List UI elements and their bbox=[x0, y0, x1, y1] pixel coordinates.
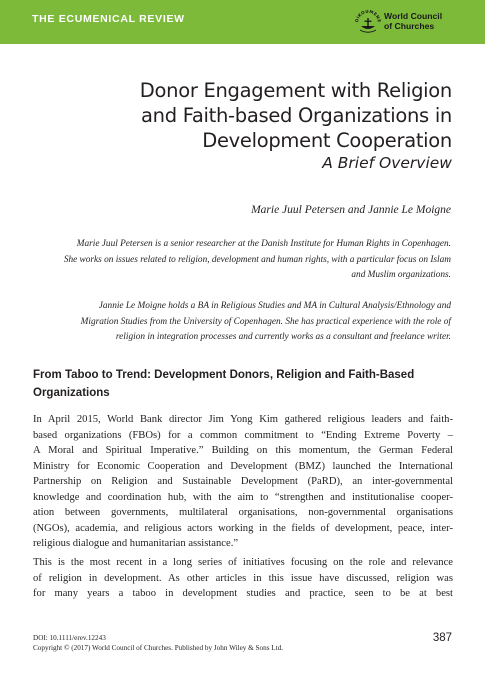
body-paragraph-2 bbox=[33, 555, 453, 602]
text-line: Partnership on Religion and Sustainable Development (PaRD), an inter-governmental bbox=[33, 476, 453, 487]
bio-line: Marie Juul Petersen is a senior researcher at the Danish Institute for Human Rights in Copenhagen. bbox=[76, 239, 451, 249]
text-line: Ministry for Economic Cooperation and Development (BMZ) launched the International bbox=[33, 460, 453, 472]
wcc-logo bbox=[353, 6, 471, 36]
footer-metadata bbox=[33, 633, 283, 653]
svg-text:OIKOUMENE: OIKOUMENE bbox=[353, 8, 383, 23]
text-line: for many years a taboo in development studies and practice, seen to be at best bbox=[33, 588, 453, 599]
article-title-line-1: Donor Engagement with Religion bbox=[139, 79, 452, 102]
logo-name-line-2: of Churches bbox=[384, 20, 435, 31]
bio-line: Jannie Le Moigne holds a BA in Religious Studies and MA in Cultural Analysis/Ethnology and bbox=[98, 301, 451, 311]
section-heading-line: Organizations bbox=[33, 386, 110, 399]
bio-line: religion in integration processes and currently works as a consultant and freelance writer. bbox=[115, 332, 451, 342]
text-line: In April 2015, World Bank director Jim Yong Kim gathered religious leaders and faith- bbox=[33, 414, 453, 425]
article-subtitle: A Brief Overview bbox=[322, 154, 452, 172]
journal-header-band bbox=[0, 0, 485, 44]
article-title-line-3: Development Cooperation bbox=[202, 129, 452, 152]
text-line: of religion in development. As other articles in this issue have discussed, religion was bbox=[33, 572, 453, 584]
bio-line: She works on issues related to religion, development and human rights, with a particular focus on Islam bbox=[63, 254, 451, 265]
journal-name: THE ECUMENICAL REVIEW bbox=[32, 13, 185, 25]
author-bio-petersen bbox=[40, 237, 451, 284]
ship-cross-logo-icon bbox=[353, 6, 383, 36]
text-line: A Moral and Spiritual Imperative.” Building on this momentum, the German Federal bbox=[33, 445, 453, 456]
section-heading-line: From Taboo to Trend: Development Donors, Religion and Faith-Based bbox=[33, 369, 415, 381]
text-line: ation between governments, multilateral organisations, non-governmental organisations bbox=[33, 507, 453, 518]
text-line: knowledge and coordination hub, with the aim to “strengthen and institutionalise cooper- bbox=[33, 491, 453, 503]
copyright-text: Copyright © (2017) World Council of Churches. Published by John Wiley & Sons Ltd. bbox=[33, 644, 284, 652]
text-line: religious dialogue and humanitarian assistance.” bbox=[33, 538, 239, 549]
wcc-logo-text bbox=[384, 12, 442, 31]
body-paragraph-1 bbox=[33, 412, 453, 552]
author-bio-le-moigne bbox=[40, 299, 451, 346]
text-line: (NGOs), academia, and religious actors working in the fields of development, peace, inter- bbox=[33, 522, 453, 534]
author-line: Marie Juul Petersen and Jannie Le Moigne bbox=[251, 204, 451, 216]
article-title-line-2: and Faith-based Organizations in bbox=[141, 104, 452, 127]
section-heading bbox=[33, 367, 453, 402]
text-line: based organizations (FBOs) for a common commitment to “Ending Extreme Poverty – bbox=[33, 429, 453, 441]
logo-name-line-1: World Council bbox=[384, 11, 443, 21]
doi-text: DOI: 10.1111/erev.12243 bbox=[33, 634, 106, 642]
bio-line: and Muslim organizations. bbox=[351, 270, 451, 280]
page-number: 387 bbox=[432, 632, 452, 644]
bio-line: Migration Studies from the University of Copenhagen. She has practical experience with the role of bbox=[80, 316, 451, 327]
text-line: This is the most recent in a long series of initiatives focusing on the role and relevance bbox=[33, 557, 453, 568]
